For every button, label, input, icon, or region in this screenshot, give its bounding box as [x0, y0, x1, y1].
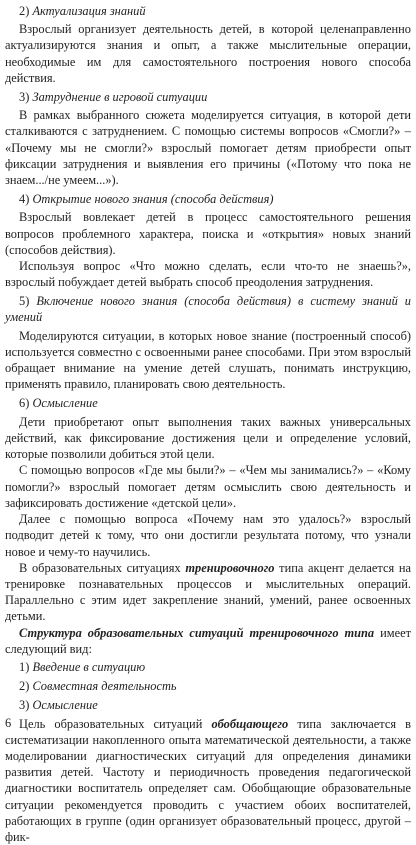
section-title: Включение нового знания (способа действия) в систему знаний и умений — [5, 293, 411, 325]
list-title: Осмысление — [32, 697, 98, 712]
list-item-joint-activity — [5, 678, 411, 694]
list-item-introduction — [5, 659, 411, 675]
section-heading-discovery — [5, 191, 411, 207]
section-heading-reflection — [5, 395, 411, 411]
page-body — [5, 0, 411, 845]
section-number: 2) — [19, 3, 30, 18]
paragraph-text: типа акцент делается на тренировке познавательных процессов и мыслительных операций. Параллельно с этим идет закрепление знаний, умений, ранее освоенных детьми. — [5, 560, 411, 624]
paragraph: Взрослый вовлекает детей в процесс самостоятельного решения вопросов проблемного характера, поиска и «открытия» новых знаний (способов действия). — [5, 210, 411, 257]
emphasis: Структура образовательных ситуаций тренировочного типа — [19, 625, 375, 640]
paragraph-generalizing-type — [5, 716, 411, 845]
section-heading-difficulty — [5, 89, 411, 105]
paragraph: В рамках выбранного сюжета моделируется ситуация, в которой дети сталкиваются с затруднением. С помощью системы вопросов «Смогли?» – «Почему мы не смогли?» взрослый помогает детям приобрести опыт фиксации затруднения и выявления его причины («Потому что пока не знаем.../не умеем...»). — [5, 108, 411, 188]
section-title: Затруднение в игровой ситуации — [32, 89, 208, 104]
list-number: 2) — [19, 679, 30, 694]
section-heading-actualization — [5, 3, 411, 19]
section-heading-inclusion — [5, 293, 411, 325]
list-number: 3) — [19, 697, 30, 712]
list-title: Введение в ситуацию — [32, 660, 146, 675]
section-number: 6) — [19, 396, 30, 411]
section-number: 5) — [19, 293, 30, 308]
list-title: Совместная деятельность — [32, 679, 177, 694]
section-title: Осмысление — [32, 396, 98, 411]
list-item-reflection — [5, 697, 411, 713]
paragraph-text: типа заключается в систематизации накопленного опыта математической деятельности, а также моделировании диагностических ситуаций для определения динамики развития детей. Частоту и периодичность проведения педагогической диагностики воспитатель определяет сам. Обобщающие образовательные ситуации рекомендуется проводить с участием обоих воспитателей, работающих в группе (один организует образовательный процесс, другой – фик- — [5, 716, 411, 844]
section-title: Открытие нового знания (способа действия) — [32, 191, 274, 206]
paragraph: С помощью вопросов «Где мы были?» – «Чем мы занимались?» – «Кому помогли?» взрослый помогает детям осмыслить свою деятельность и зафиксировать достижение «детской цели». — [5, 463, 411, 510]
paragraph-training-type — [5, 560, 411, 625]
paragraph-text: В образовательных ситуациях — [19, 560, 186, 575]
paragraph: Моделируются ситуации, в которых новое знание (построенный способ) используется совместно с освоенными ранее способами. При этом взрослый обращает внимание на умение детей слушать, понимать инструкцию, применять правило, планировать свою деятельность. — [5, 328, 411, 392]
section-number: 4) — [19, 191, 30, 206]
paragraph-structure — [5, 625, 411, 657]
section-number: 3) — [19, 89, 30, 104]
paragraph-text: имеет следующий вид: — [5, 625, 412, 656]
section-title: Актуализация знаний — [32, 3, 146, 18]
paragraph: Взрослый организует деятельность детей, в которой целенаправленно актуализируются знания и опыт, а также мыслительные операции, необходимые им для самостоятельного построения нового способа действия. — [5, 22, 411, 85]
paragraph: Далее с помощью вопроса «Почему нам это удалось?» взрослый подводит детей к тому, что они достигли результата потому, что узнали новое и чему-то научились. — [5, 512, 411, 559]
paragraph-text: Цель образовательных ситуаций — [19, 716, 212, 731]
emphasis: обобщающего — [211, 716, 289, 731]
list-number: 1) — [19, 660, 30, 675]
page-number: 6 — [5, 716, 12, 730]
paragraph: Используя вопрос «Что можно сделать, если что-то не знаешь?», взрослый побуждает детей выбрать способ преодоления затруднения. — [5, 259, 411, 290]
paragraph: Дети приобретают опыт выполнения таких важных универсальных действий, как фиксирование достижения цели и определение условий, которые позволили добиться этой цели. — [5, 414, 411, 462]
emphasis: тренировочного — [185, 560, 275, 575]
